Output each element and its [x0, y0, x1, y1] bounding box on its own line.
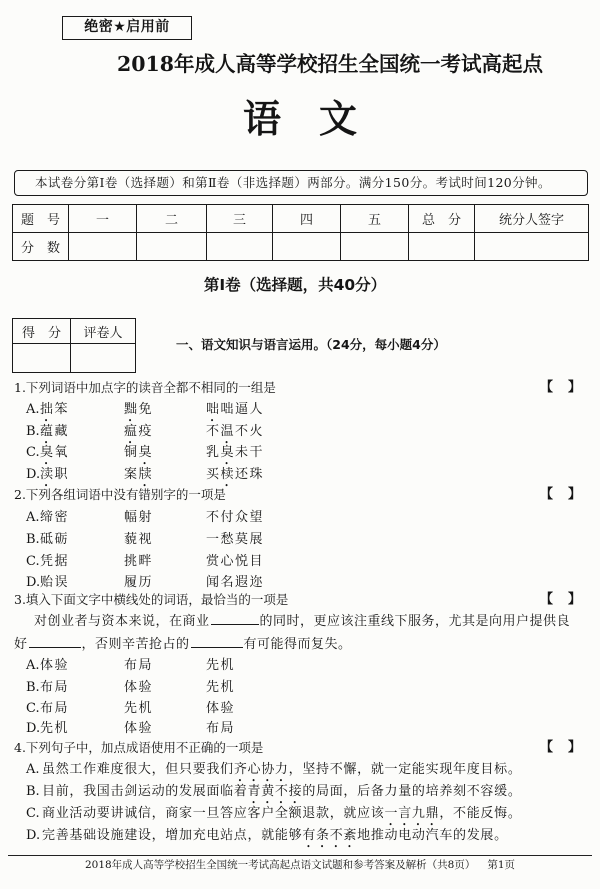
footer-divider	[8, 855, 592, 856]
dotted-char: 臭	[40, 445, 55, 460]
passage-text: 对创业者与资本来说，在商业	[34, 614, 210, 629]
option-label: A.	[26, 402, 40, 417]
sentence-text: 虽然工作难度很大，但只要我们	[42, 762, 234, 777]
grader-cell	[71, 344, 136, 373]
word-text: 笨	[54, 402, 70, 417]
question-2-stem: 2.下列各组词语中没有错别字的一项是	[14, 487, 226, 502]
score-cell	[409, 233, 475, 261]
score-cell	[475, 233, 589, 261]
option-word: 履历	[124, 575, 154, 590]
word-text: 藏	[54, 424, 70, 439]
section-header: 五	[341, 205, 409, 233]
word-text: 铜	[124, 445, 139, 460]
question-3-option-c	[26, 698, 235, 720]
section-header: 三	[207, 205, 273, 233]
dotted-char: 臭	[138, 445, 154, 460]
score-table-score-row	[13, 233, 589, 261]
dotted-idiom: 有条不紊	[302, 828, 358, 843]
grader-box	[12, 318, 136, 373]
answer-blank	[211, 613, 259, 625]
grader-box-blank-row	[13, 344, 136, 373]
option-label: B.	[26, 424, 40, 439]
option-word: 布局	[40, 680, 70, 695]
option-label: A.	[26, 658, 40, 673]
option-label: C.	[26, 445, 40, 460]
option-word: 先机	[206, 658, 236, 673]
score-cell	[69, 233, 137, 261]
option-word: 不付众望	[206, 510, 265, 525]
option-label: B.	[26, 680, 40, 695]
option-label: C.	[26, 554, 40, 569]
option-word: 赏心悦目	[206, 554, 265, 569]
word-text: 咄逼人	[220, 402, 265, 417]
answer-bracket: 【 】	[540, 380, 583, 395]
section-header: 一	[69, 205, 137, 233]
option-label: D.	[26, 575, 41, 590]
dotted-char: 渎	[40, 467, 55, 482]
option-word: 体验	[206, 701, 236, 716]
exam-title: 2018年成人高等学校招生全国统一考试高起点	[116, 52, 544, 76]
option-word: 闻名遐迩	[206, 575, 265, 590]
word-text: 案	[124, 467, 139, 482]
question-2-option-b	[26, 529, 264, 551]
answer-bracket: 【 】	[540, 487, 583, 502]
option-word: 体验	[40, 658, 70, 673]
dotted-idiom: 青黄不接	[247, 784, 303, 799]
answer-blank	[29, 636, 81, 648]
option-label: A.	[26, 510, 40, 525]
question-4-stem: 4.下列句子中，加点成语使用不正确的一项是	[14, 740, 264, 755]
grader-label: 评卷人	[71, 319, 136, 344]
option-label: C.	[26, 806, 40, 821]
sentence-text: 商业活动要讲诚信，商家一旦答应客户全额退款，就应该	[42, 806, 385, 821]
question-3-option-b	[26, 677, 235, 699]
question-number-label: 题 号	[13, 205, 69, 233]
word-text: 乳	[206, 445, 221, 460]
option-label: D.	[26, 467, 41, 482]
dotted-char: 臭	[220, 445, 236, 460]
word-text: 未干	[235, 445, 265, 460]
option-label: A.	[26, 762, 40, 777]
sentence-text: 完善基础设施建设，增加充电站点，就能够	[42, 828, 303, 843]
dotted-char: 椟	[220, 467, 236, 482]
option-label: D.	[26, 721, 41, 736]
passage-text: 有可能得而复失。	[243, 637, 352, 652]
option-word: 布局	[206, 721, 236, 736]
score-cell	[341, 233, 409, 261]
dotted-char: 瘟	[124, 424, 139, 439]
section-header: 二	[137, 205, 207, 233]
answer-bracket: 【 】	[540, 592, 583, 607]
exam-notice: 本试卷分第Ⅰ卷（选择题）和第Ⅱ卷（非选择题）两部分。满分150分。考试时间120分钟。	[14, 170, 588, 196]
question-3-option-a	[26, 655, 235, 677]
option-word: 布局	[124, 658, 154, 673]
section-header: 四	[273, 205, 341, 233]
option-word: 贻误	[40, 575, 70, 590]
word-text: 不	[206, 424, 221, 439]
dotted-idiom: 齐心协力	[233, 762, 289, 777]
sentence-text: 的局面，后备力量的培养刻不容缓。	[302, 784, 522, 799]
option-word: 幅射	[124, 510, 154, 525]
sentence-text: ，不能反悔。	[439, 806, 522, 821]
dotted-char: 蕴	[40, 424, 55, 439]
word-text: 疫	[138, 424, 154, 439]
option-label: D.	[26, 828, 41, 843]
sentence-text: 目前，我国击剑运动的发展面临着	[42, 784, 248, 799]
question-2-option-c	[26, 551, 264, 573]
sentence-text: 地推动电动汽车的发展。	[357, 828, 508, 843]
option-word: 挑畔	[124, 554, 154, 569]
score-label: 得 分	[13, 319, 71, 344]
confidential-label: 绝密★启用前	[62, 16, 192, 40]
part-1-title: 第Ⅰ卷（选择题，共40分）	[203, 276, 387, 294]
answer-blank	[191, 636, 243, 648]
passage-text: ，否则辛苦抢占的	[81, 637, 190, 652]
answer-bracket: 【 】	[540, 740, 583, 755]
score-cell	[137, 233, 207, 261]
footer-source: 2018年成人高等学校招生全国统一考试高起点语文试题和参考答案及解析（共8页）	[84, 859, 476, 871]
option-word: 一愁莫展	[206, 532, 265, 547]
dotted-idiom: 一言九鼎	[384, 806, 440, 821]
sentence-text: ，坚持不懈，就一定能实现年度目标。	[288, 762, 522, 777]
question-3-passage-line-1	[34, 611, 590, 633]
score-row-label: 分 数	[13, 233, 69, 261]
option-word: 布局	[40, 701, 70, 716]
option-word: 藐视	[124, 532, 154, 547]
option-word: 先机	[124, 701, 154, 716]
dotted-char: 牍	[138, 467, 154, 482]
score-table-header-row	[13, 205, 589, 233]
score-cell	[207, 233, 273, 261]
word-text: 还珠	[235, 467, 265, 482]
passage-text: 好	[14, 637, 28, 652]
question-1-stem: 1.下列词语中加点字的读音全都不相同的一组是	[14, 380, 276, 395]
question-3-passage-line-2	[14, 634, 586, 656]
section-heading: 一、语文知识与语言运用。（24分，每小题4分）	[176, 337, 446, 352]
word-text: 不火	[235, 424, 265, 439]
option-label: B.	[26, 784, 40, 799]
page-footer	[0, 858, 600, 872]
option-label: B.	[26, 532, 40, 547]
score-table	[12, 204, 589, 261]
option-word: 凭据	[40, 554, 70, 569]
question-4-option-d	[26, 825, 508, 851]
option-word: 先机	[206, 680, 236, 695]
subject-title: 语 文	[242, 96, 357, 141]
word-text: 职	[54, 467, 70, 482]
passage-text: 的同时，更应该注重线下服务，尤其是向用户提供良	[259, 614, 571, 629]
page-number: 第1页	[487, 859, 516, 871]
word-text: 买	[206, 467, 221, 482]
dotted-char: 温	[220, 424, 236, 439]
score-cell	[273, 233, 341, 261]
word-text: 氧	[54, 445, 70, 460]
scorer-signature-header: 统分人签字	[475, 205, 589, 233]
option-word: 体验	[124, 680, 154, 695]
question-3-stem: 3.填入下面文字中横线处的词语，最恰当的一项是	[14, 592, 289, 607]
dotted-char: 拙	[40, 402, 55, 417]
dotted-char: 咄	[206, 402, 221, 417]
option-word: 先机	[40, 721, 70, 736]
grader-box-header-row	[13, 319, 136, 344]
option-label: C.	[26, 701, 40, 716]
dotted-char: 黜	[124, 402, 139, 417]
option-word: 缔密	[40, 510, 70, 525]
option-word: 体验	[124, 721, 154, 736]
score-cell	[13, 344, 71, 373]
option-word: 砥砺	[40, 532, 70, 547]
total-score-header: 总 分	[409, 205, 475, 233]
word-text: 免	[138, 402, 154, 417]
question-2-option-a	[26, 507, 264, 529]
